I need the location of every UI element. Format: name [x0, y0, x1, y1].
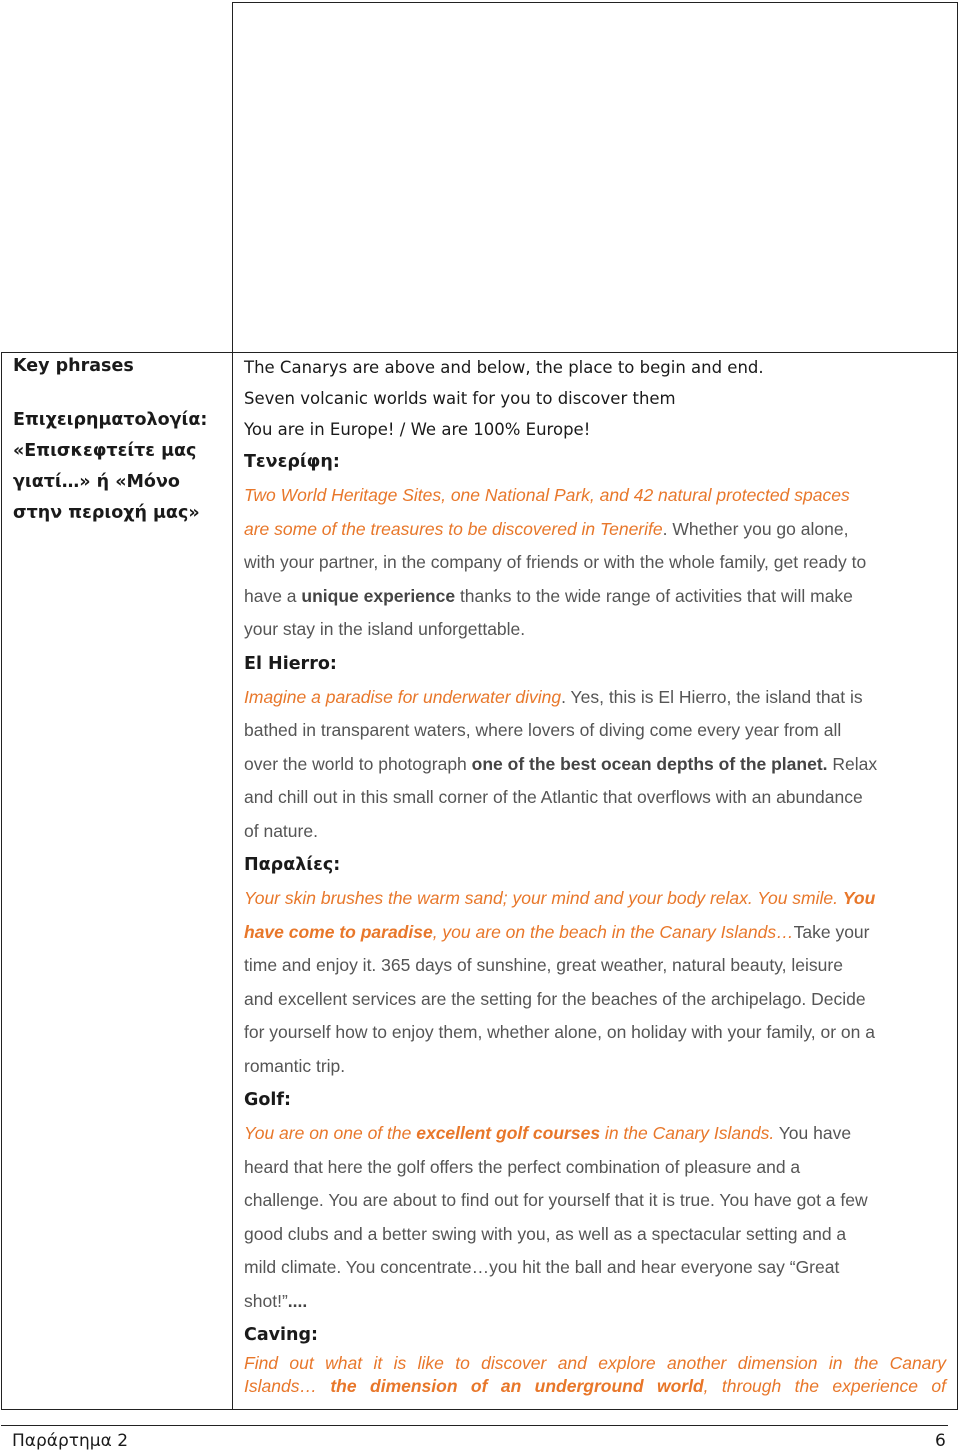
key-phrase-3: You are in Europe! / We are 100% Europe! [244, 420, 591, 439]
table-bottom-border [1, 1409, 958, 1410]
golf-text-3: challenge. You are about to find out for yourself that it is true. You have got a few [244, 1190, 868, 1210]
page-number: 6 [935, 1431, 946, 1451]
golf-orange-bold: excellent golf courses [416, 1123, 601, 1143]
beaches-paragraph [244, 882, 946, 1083]
footer-rule [1, 1425, 948, 1426]
beaches-heading: Παραλίες: [244, 855, 341, 875]
golf-paragraph [244, 1117, 946, 1318]
tenerife-text-1: . Whether you go alone, [662, 518, 849, 539]
tenerife-text-4: your stay in the island unforgettable. [244, 619, 526, 639]
caving-paragraph-2 [244, 1375, 946, 1398]
table-right-border [957, 2, 958, 1410]
tenerife-text-3c: thanks to the wide range of activities that will make [455, 585, 853, 606]
arg-line-4: στην περιοχή μας» [13, 503, 200, 523]
golf-text-4: good clubs and a better swing with you, as well as a spectacular setting and a [244, 1223, 847, 1244]
hierro-heading: El Hierro: [244, 653, 337, 674]
beaches-text-3: time and enjoy it. 365 days of sunshine, great weather, natural beauty, leisure [244, 955, 843, 975]
golf-text-6a: shot!” [244, 1290, 288, 1311]
right-column [244, 352, 946, 1398]
tenerife-text-2: with your partner, in the company of friends or with the whole family, get ready to [244, 552, 867, 572]
hierro-text-1: . Yes, this is El Hierro, the island that is [561, 686, 863, 707]
hierro-paragraph [244, 681, 946, 849]
hierro-text-3a: over the world to photograph [244, 753, 472, 774]
arg-line-2: «Επισκεφτείτε μας [13, 441, 197, 461]
beaches-text-2: Take your [793, 921, 870, 942]
key-phrase-1: The Canarys are above and below, the place to begin and end. [244, 358, 764, 377]
left-column [13, 351, 207, 529]
beaches-text-6: romantic trip. [244, 1055, 346, 1076]
beaches-text-4: and excellent services are the setting for the beaches of the archipelago. Decide [244, 988, 866, 1009]
key-phrase-2: Seven volcanic worlds wait for you to discover them [244, 389, 676, 408]
beaches-text-5: for yourself how to enjoy them, whether alone, on holiday with your family, or on a [244, 1022, 875, 1042]
caving-heading: Caving: [244, 1325, 319, 1345]
hierro-bold: one of the best ocean depths of the planet. [471, 753, 828, 774]
hierro-text-2: bathed in transparent waters, where lovers of diving come every year from all [244, 720, 842, 740]
caving-paragraph-1 [244, 1352, 946, 1375]
table-col-divider [232, 2, 233, 1410]
key-phrases-label: Key phrases [13, 356, 134, 376]
hierro-text-5: of nature. [244, 820, 318, 841]
table-left-border [1, 352, 2, 1410]
golf-text-6b: .... [287, 1290, 308, 1311]
tenerife-bold: unique experience [301, 585, 456, 606]
golf-text-1: You have [774, 1123, 852, 1143]
golf-orange-1: You are on one of the [244, 1123, 417, 1143]
tenerife-text-3a: have a [244, 585, 302, 606]
arg-line-1: Επιχειρηματολογία: [13, 410, 208, 430]
argumentation-label [13, 405, 207, 529]
beaches-orange-bold-2: have come to paradise [244, 921, 433, 942]
golf-orange-2: in the Canary Islands. [600, 1123, 775, 1143]
hierro-orange: Imagine a paradise for underwater diving [244, 686, 562, 707]
arg-line-3: γιατί…» ή «Μόνο [13, 472, 180, 492]
hierro-text-3c: Relax [827, 753, 878, 774]
footer-left: Παράρτημα 2 [12, 1431, 129, 1451]
caving-orange-2a: Islands… [244, 1376, 331, 1396]
hierro-text-4: and chill out in this small corner of the Atlantic that overflows with an abundance [244, 787, 863, 807]
tenerife-heading: Τενερίφη: [244, 452, 340, 472]
caving-orange-bold: the dimension of an underground world [330, 1376, 704, 1396]
golf-text-2: heard that here the golf offers the perfect combination of pleasure and a [244, 1156, 801, 1177]
tenerife-paragraph [244, 479, 946, 647]
caving-orange-1: Find out what it is like to discover and explore another dimension in the Canary [244, 1353, 946, 1373]
golf-text-5: mild climate. You concentrate…you hit the ball and hear everyone say “Great [244, 1257, 840, 1277]
beaches-orange-2: , you are on the beach in the Canary Islands… [432, 921, 794, 942]
golf-heading: Golf: [244, 1090, 291, 1110]
table-top-border [232, 2, 958, 3]
beaches-orange-1: Your skin brushes the warm sand; your mind and your body relax. You smile. [244, 888, 843, 908]
tenerife-orange-1: Two World Heritage Sites, one National Park, and 42 natural protected spaces [244, 485, 850, 505]
tenerife-orange-2: are some of the treasures to be discovered in Tenerife [244, 518, 663, 539]
caving-orange-2c: , through the experience of [703, 1376, 946, 1396]
beaches-orange-bold-1: You [842, 888, 876, 908]
